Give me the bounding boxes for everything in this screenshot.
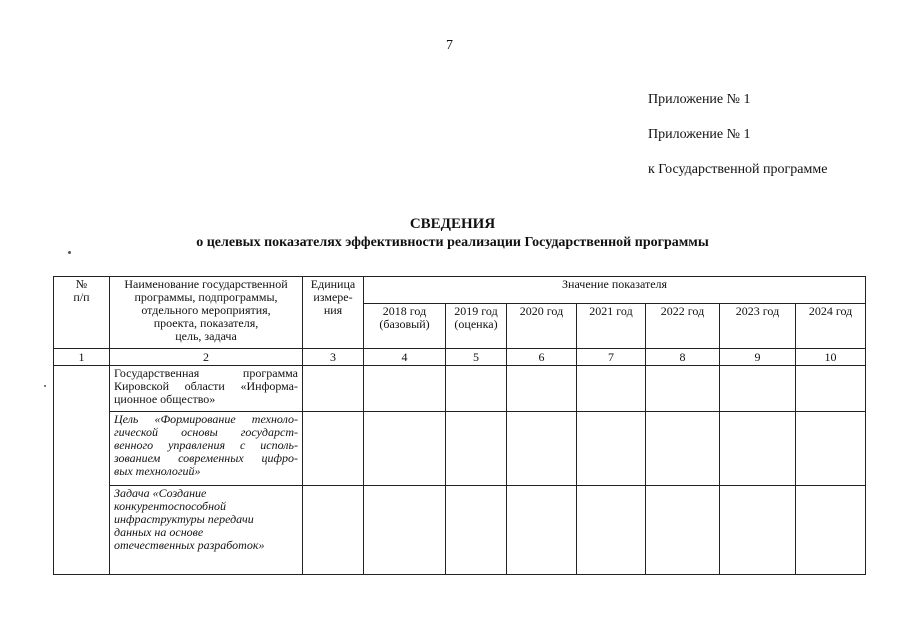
header-year-2020: 2020 год — [507, 304, 577, 349]
value-cell — [507, 412, 577, 486]
header-year-2023: 2023 год — [720, 304, 796, 349]
appendix-line-1: Приложение № 1 — [648, 92, 751, 107]
scan-speck — [44, 385, 46, 387]
header-year-2022: 2022 год — [646, 304, 720, 349]
value-cell — [646, 412, 720, 486]
column-number: 6 — [507, 349, 577, 366]
value-cell — [796, 366, 866, 412]
table-row — [54, 412, 866, 486]
value-cell — [720, 412, 796, 486]
indicators-table — [53, 276, 866, 575]
value-cell — [364, 412, 446, 486]
unit-cell — [303, 486, 364, 575]
value-cell — [446, 412, 507, 486]
header-year-2019: 2019 год (оценка) — [446, 304, 507, 349]
row-number-cell — [54, 366, 110, 575]
unit-cell — [303, 412, 364, 486]
value-cell — [796, 412, 866, 486]
task-cell: Задача «Создание конкурентоспособной инфраструктуры передачи данных на основе отечественных разработок» — [110, 486, 303, 575]
header-year-2021: 2021 год — [577, 304, 646, 349]
column-number: 9 — [720, 349, 796, 366]
value-cell — [577, 366, 646, 412]
header-value-group: Значение показателя — [364, 277, 866, 304]
value-cell — [364, 486, 446, 575]
appendix-line-3: к Государственной программе — [648, 162, 828, 177]
column-number: 10 — [796, 349, 866, 366]
table-row — [54, 486, 866, 575]
column-number: 1 — [54, 349, 110, 366]
value-cell — [646, 366, 720, 412]
column-number: 7 — [577, 349, 646, 366]
header-num: № п/п — [54, 277, 110, 349]
value-cell — [507, 486, 577, 575]
document-subtitle: о целевых показателях эффективности реализации Государственной программы — [196, 235, 709, 250]
header-year-2024: 2024 год — [796, 304, 866, 349]
scan-speck — [68, 251, 71, 254]
column-number: 5 — [446, 349, 507, 366]
value-cell — [507, 366, 577, 412]
appendix-line-2: Приложение № 1 — [648, 127, 751, 142]
unit-cell — [303, 366, 364, 412]
header-year-2018: 2018 год (базовый) — [364, 304, 446, 349]
value-cell — [720, 366, 796, 412]
value-cell — [646, 486, 720, 575]
header-unit: Единица измере- ния — [303, 277, 364, 349]
value-cell — [446, 486, 507, 575]
column-numbers-row — [54, 349, 866, 366]
column-number: 3 — [303, 349, 364, 366]
value-cell — [577, 486, 646, 575]
header-row — [54, 277, 866, 304]
column-number: 8 — [646, 349, 720, 366]
value-cell — [796, 486, 866, 575]
value-cell — [364, 366, 446, 412]
document-title: СВЕДЕНИЯ — [409, 216, 496, 232]
program-name-cell: Государственная программа Кировской области «Информа- ционное общество» — [110, 366, 303, 412]
table-row — [54, 366, 866, 412]
column-number: 4 — [364, 349, 446, 366]
value-cell — [577, 412, 646, 486]
header-name: Наименование государственной программы, подпрограммы, отдельного мероприятия, проекта, показателя, цель, задача — [110, 277, 303, 349]
goal-cell: Цель «Формирование техноло- гической основы государст- венного управления с исполь- зованием современных цифро- вых технологий» — [110, 412, 303, 486]
value-cell — [446, 366, 507, 412]
page-number: 7 — [446, 38, 453, 53]
value-cell — [720, 486, 796, 575]
column-number: 2 — [110, 349, 303, 366]
